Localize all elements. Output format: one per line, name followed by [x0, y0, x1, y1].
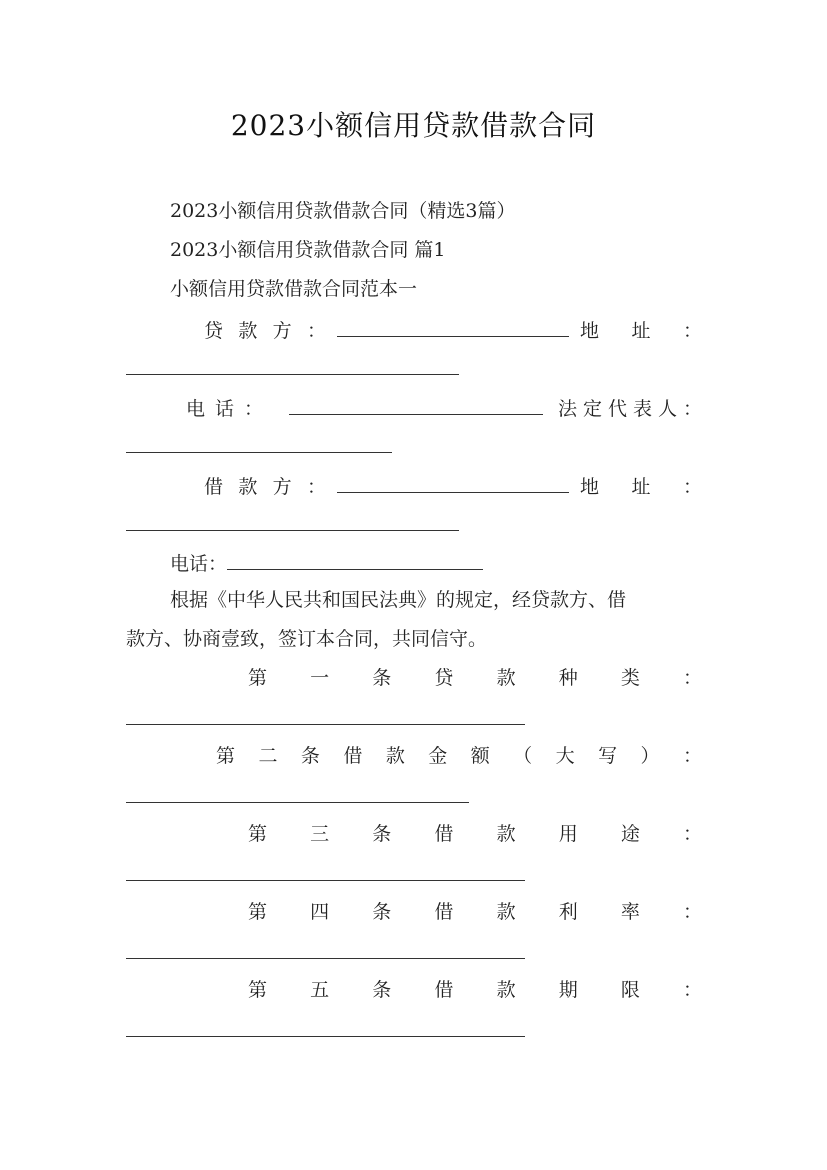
borrower-phone-label: 电话：: [170, 553, 228, 575]
article-1-text: 第 一 条 贷 款 种 类 ：: [248, 667, 702, 689]
borrower-address-field[interactable]: [126, 530, 459, 531]
borrower-phone-row: [170, 549, 702, 576]
article-5-text: 第 五 条 借 款 期 限 ：: [248, 979, 702, 1001]
legal-representative-field[interactable]: [126, 452, 392, 453]
article-4: [126, 900, 702, 924]
lender-phone-row: [126, 394, 708, 421]
article-3-field[interactable]: [126, 880, 525, 881]
lender-address-label: 地 址 ：: [580, 320, 702, 342]
article-3-text: 第 三 条 借 款 用 途 ：: [248, 823, 702, 845]
article-5: [126, 978, 702, 1002]
intro-line-1: 根据《中华人民共和国民法典》的规定，经贷款方、借: [170, 589, 627, 611]
legal-representative-label: 法定代表人：: [557, 398, 708, 420]
article-2: [126, 744, 702, 768]
article-2-text: 第 二 条 借 款 金 额 （ 大 写 ） ：: [216, 745, 702, 767]
borrower-row: [126, 472, 702, 499]
intro-line-2: 款方、协商壹致，签订本合同，共同信守。: [126, 628, 488, 650]
article-4-field[interactable]: [126, 958, 525, 959]
article-1-field[interactable]: [126, 724, 525, 725]
subtitle: 2023小额信用贷款借款合同（精选3篇）: [170, 200, 516, 222]
lender-name-field[interactable]: [337, 316, 569, 337]
document-title: 2023小额信用贷款借款合同: [230, 109, 597, 142]
borrower-phone-field[interactable]: [227, 549, 483, 570]
part-heading: 2023小额信用贷款借款合同 篇1: [170, 239, 446, 261]
lender-label: 贷 款 方 ：: [204, 320, 326, 342]
borrower-address-label: 地 址 ：: [580, 476, 702, 498]
borrower-name-field[interactable]: [337, 472, 569, 493]
borrower-label: 借 款 方 ：: [204, 476, 326, 498]
lender-row: [126, 316, 702, 343]
lender-phone-label: 电话：: [186, 398, 274, 420]
article-1: [126, 666, 702, 690]
lender-phone-field[interactable]: [289, 394, 543, 415]
article-2-field[interactable]: [126, 802, 469, 803]
lender-address-field[interactable]: [126, 374, 459, 375]
article-5-field[interactable]: [126, 1036, 525, 1037]
sample-title: 小额信用贷款借款合同范本一: [170, 278, 418, 300]
article-3: [126, 822, 702, 846]
article-4-text: 第 四 条 借 款 利 率 ：: [248, 901, 702, 923]
